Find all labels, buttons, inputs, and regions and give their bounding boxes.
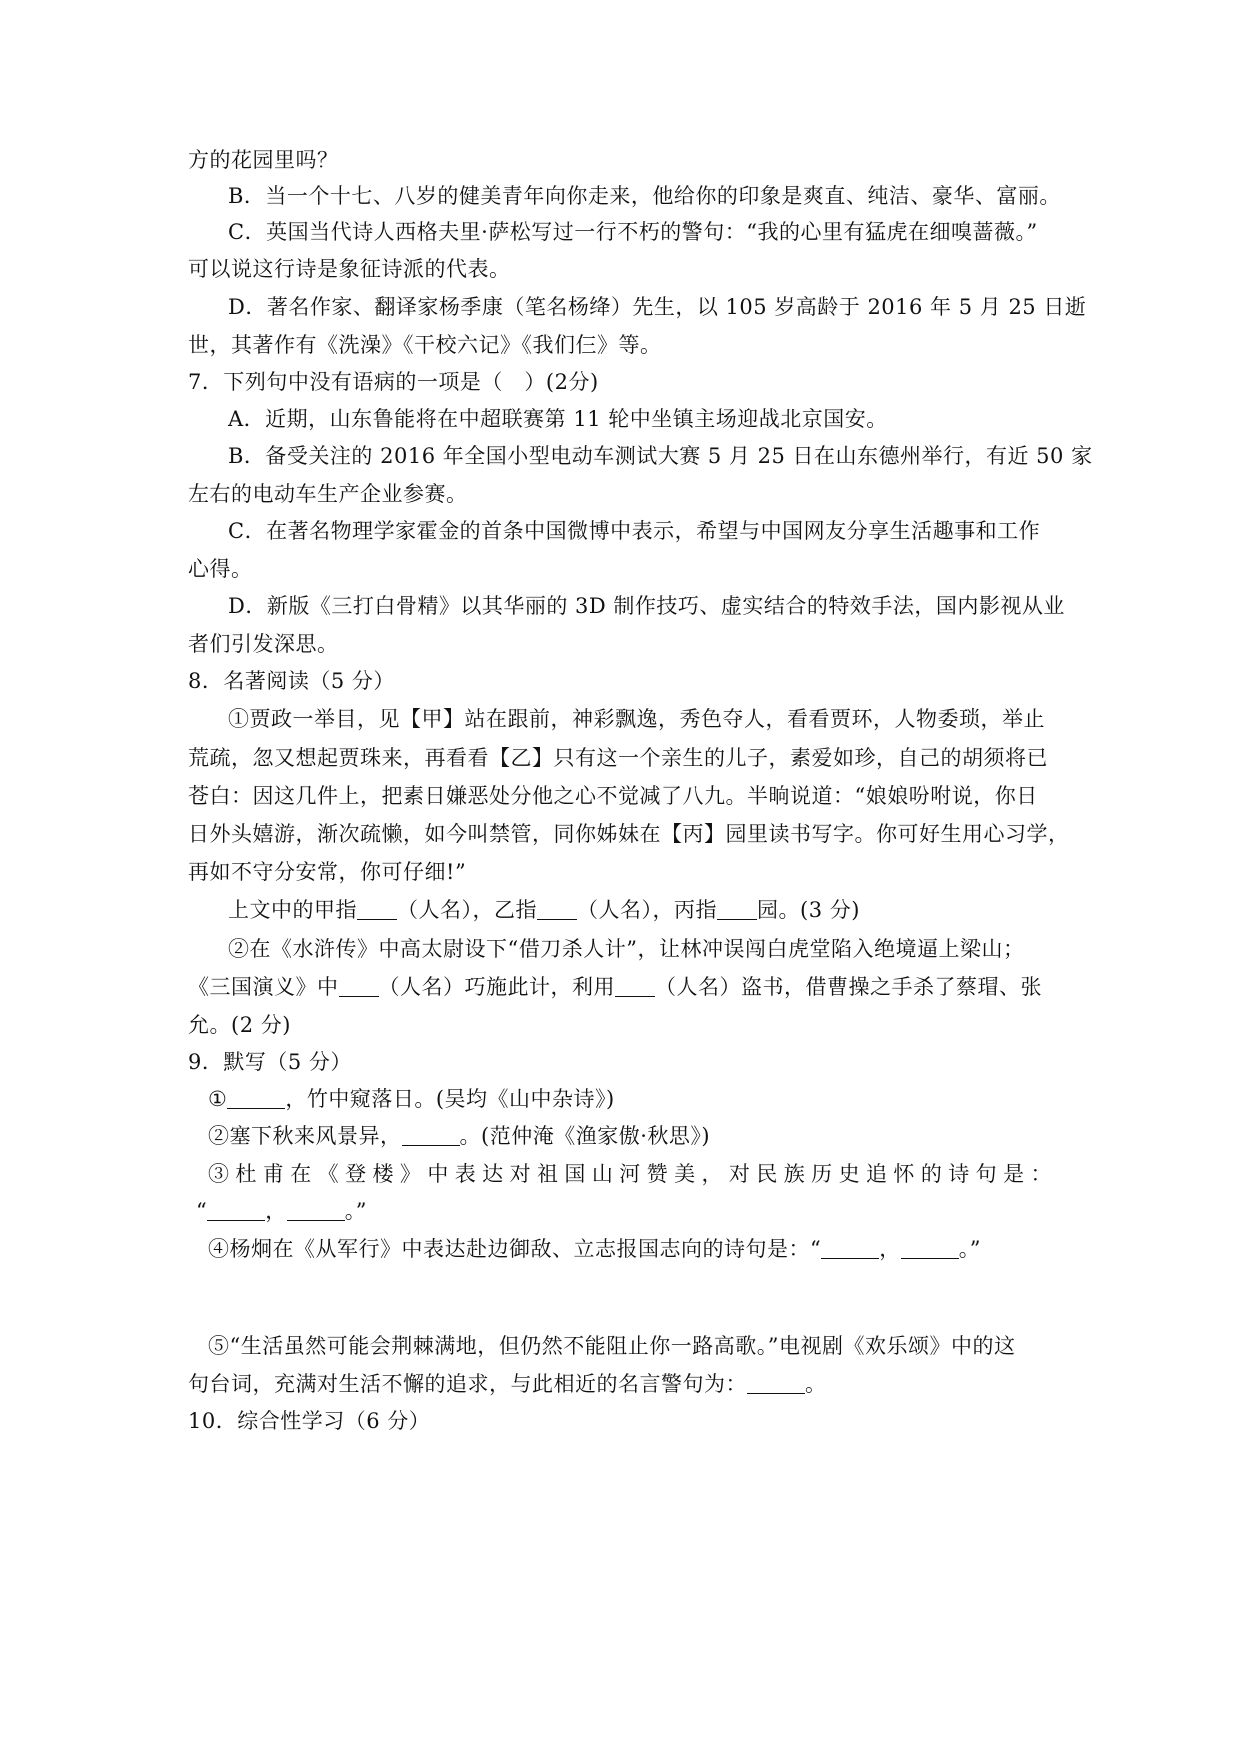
option-d: D．新版《三打白骨精》以其华丽的 3D 制作技巧、虚实结合的特效手法，国内影视从业	[228, 594, 1065, 618]
q8-fill-text: 上文中的甲指	[228, 898, 357, 922]
question-8-title: 8．名著阅读（5 分）	[188, 669, 395, 693]
q9-line	[208, 1121, 1060, 1151]
q9-line	[208, 1234, 1060, 1264]
option-c: C．英国当代诗人西格夫里·萨松写过一行不朽的警句：“我的心里有猛虎在细嗅蔷薇。”	[228, 220, 1038, 244]
q9-line: ⑤“生活虽然可能会荆棘满地，但仍然不能阻止你一路高歌。”电视剧《欢乐颂》中的这	[208, 1334, 1016, 1358]
q8-fill-text: （人名），乙指	[397, 898, 537, 922]
passage-line: 苍白：因这几件上，把素日嫌恶处分他之心不觉减了八九。半晌说道：“娘娘吩咐说，你日	[188, 784, 1038, 808]
option-c: C．在著名物理学家霍金的首条中国微博中表示，希望与中国网友分享生活趣事和工作	[228, 519, 1041, 543]
text-line: 世，其著作有《洗澡》《干校六记》《我们仨》等。	[188, 333, 662, 357]
q9-text: 。”	[344, 1199, 367, 1223]
answer-blank[interactable]	[717, 897, 757, 920]
answer-blank[interactable]	[287, 1198, 345, 1221]
question-9-title: 9．默写（5 分）	[188, 1050, 352, 1074]
passage-line: 荒疏，忽又想起贾珠来，再看看【乙】只有这一个亲生的儿子，素爱如珍，自己的胡须将已	[188, 746, 1048, 770]
q9-text: ，	[879, 1237, 901, 1261]
text-line: 方的花园里吗？	[188, 148, 339, 172]
q9-text: 句台词，充满对生活不懈的追求，与此相近的名言警句为：	[188, 1372, 747, 1396]
q9-line	[188, 1369, 1060, 1399]
question-7-title: 7．下列句中没有语病的一项是（ ）(2分)	[188, 370, 599, 394]
answer-blank[interactable]	[821, 1236, 879, 1259]
text-line: 可以说这行诗是象征诗派的代表。	[188, 257, 511, 281]
q9-line: ③杜甫在《登楼》中表达对祖国山河赞美，对民族历史追怀的诗句是：	[208, 1162, 1052, 1186]
q9-text: ①	[208, 1087, 228, 1111]
q9-text: “	[196, 1199, 208, 1223]
q9-text: 。”	[958, 1237, 981, 1261]
q8-fill-line	[228, 895, 1060, 925]
text-line: 心得。	[188, 557, 253, 581]
answer-blank[interactable]	[537, 897, 577, 920]
q9-text: 。(范仲淹《渔家傲·秋思》)	[459, 1124, 711, 1148]
passage-line: ①贾政一举目，见【甲】站在跟前，神彩飘逸，秀色夺人，看看贾环，人物委琐，举止	[228, 707, 1045, 731]
answer-blank[interactable]	[207, 1198, 265, 1221]
q8-part2-text: 《三国演义》中	[188, 975, 339, 999]
answer-blank[interactable]	[615, 974, 655, 997]
q9-text: ，	[265, 1199, 287, 1223]
q9-text: ②塞下秋来风景异，	[208, 1124, 402, 1148]
option-b: B．当一个十七、八岁的健美青年向你走来，他给你的印象是爽直、纯洁、豪华、富丽。	[228, 184, 1061, 208]
option-a: A．近期，山东鲁能将在中超联赛第 11 轮中坐镇主场迎战北京国安。	[228, 407, 888, 431]
answer-blank[interactable]	[339, 974, 379, 997]
q8-part2-line	[188, 972, 1060, 1002]
passage-line: 日外头嬉游，渐次疏懒，如今叫禁管，同你姊妹在【丙】园里读书写字。你可好生用心习学，	[188, 822, 1070, 846]
q8-fill-text: （人名），丙指	[577, 898, 717, 922]
q9-line	[196, 1196, 1060, 1226]
option-b: B．备受关注的 2016 年全国小型电动车测试大赛 5 月 25 日在山东德州举行，有近 50 家	[228, 444, 1093, 468]
q8-fill-text: 园。(3 分)	[757, 898, 860, 922]
answer-blank[interactable]	[357, 897, 397, 920]
q8-part2-text: （人名）盗书，借曹操之手杀了蔡瑁、张	[655, 975, 1042, 999]
q9-text: ④杨炯在《从军行》中表达赴边御敌、立志报国志向的诗句是：“	[208, 1237, 822, 1261]
answer-blank[interactable]	[227, 1086, 285, 1109]
q9-line	[208, 1084, 1060, 1114]
passage-line: 再如不守分安常，你可仔细!”	[188, 860, 467, 884]
q8-part2-line: ②在《水浒传》中高太尉设下“借刀杀人计”，让林冲误闯白虎堂陷入绝境逼上梁山；	[228, 937, 1025, 961]
answer-blank[interactable]	[402, 1123, 460, 1146]
question-10-title: 10．综合性学习（6 分）	[188, 1409, 431, 1433]
text-line: 者们引发深思。	[188, 632, 339, 656]
q9-text: ，竹中窥落日。(吴均《山中杂诗》)	[285, 1087, 615, 1111]
option-d: D．著名作家、翻译家杨季康（笔名杨绛）先生，以 105 岁高龄于 2016 年 5 月 25 日逝	[228, 295, 1087, 319]
q9-text: 。	[805, 1372, 827, 1396]
answer-blank[interactable]	[901, 1236, 959, 1259]
q8-part2-text: （人名）巧施此计，利用	[378, 975, 615, 999]
q8-part2-line: 允。(2 分)	[188, 1013, 291, 1037]
answer-blank[interactable]	[747, 1371, 805, 1394]
text-line: 左右的电动车生产企业参赛。	[188, 482, 468, 506]
